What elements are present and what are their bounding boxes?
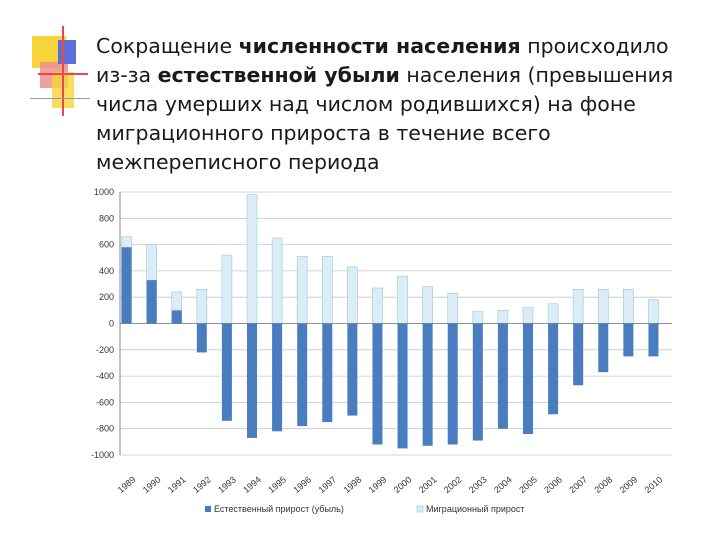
x-tick-label: 1998	[341, 474, 364, 495]
bar-natural	[398, 324, 408, 449]
y-tick-label: 600	[98, 239, 114, 250]
bar-migration	[297, 256, 307, 323]
x-tick-label: 2003	[467, 474, 489, 495]
y-tick-label: 0	[108, 318, 114, 329]
x-tick-label: 1990	[140, 474, 163, 495]
x-tick-label: 2009	[617, 474, 640, 495]
bar-natural	[247, 324, 257, 438]
x-tick-label: 1992	[191, 474, 213, 495]
x-tick-label: 1997	[316, 474, 339, 495]
bar-migration	[473, 312, 483, 324]
x-tick-label: 2005	[517, 474, 539, 495]
bar-migration	[448, 293, 458, 323]
bar-migration	[347, 267, 357, 324]
bar-migration	[372, 288, 382, 324]
legend-label-migration: Миграционный прирост	[426, 504, 525, 514]
bar-natural	[448, 324, 458, 445]
bar-migration	[598, 289, 608, 323]
x-tick-label: 1996	[291, 474, 314, 495]
bar-migration	[322, 256, 332, 323]
bar-migration	[573, 289, 583, 323]
x-tick-label: 1999	[366, 474, 389, 495]
bar-natural	[197, 324, 207, 353]
y-tick-label: 1000	[93, 187, 114, 197]
x-tick-label: 2002	[441, 474, 464, 495]
bar-natural	[297, 324, 307, 427]
x-tick-label: 1994	[241, 474, 263, 495]
bar-natural	[172, 310, 182, 323]
y-tick-label: -600	[95, 397, 114, 408]
bar-natural	[498, 324, 508, 429]
bar-migration	[623, 289, 633, 323]
title-part-2: происходило из-за	[96, 34, 669, 87]
x-tick-label: 2010	[642, 474, 665, 495]
y-tick-label: 200	[98, 292, 114, 303]
bar-natural	[322, 324, 332, 423]
x-tick-label: 1993	[216, 474, 238, 495]
bar-natural	[548, 324, 558, 415]
x-tick-label: 1991	[165, 474, 188, 495]
bar-natural	[372, 324, 382, 445]
bar-migration	[247, 195, 257, 324]
bar-migration	[523, 308, 533, 324]
bar-migration	[272, 238, 282, 323]
bar-migration	[222, 255, 232, 323]
y-tick-label: -400	[95, 371, 114, 382]
x-tick-label: 2008	[592, 474, 615, 495]
bar-natural	[573, 324, 583, 386]
title-bold-2: естественной убыли	[157, 63, 400, 87]
y-tick-label: -1000	[90, 450, 114, 460]
title-bold-1: численности населения	[238, 34, 521, 58]
title-part-1: Сокращение	[96, 34, 239, 58]
y-tick-label: -800	[95, 423, 114, 434]
x-tick-label: 2000	[391, 474, 414, 495]
legend-swatch-migration	[417, 506, 423, 512]
bar-natural	[523, 324, 533, 434]
bar-natural	[272, 324, 282, 432]
x-tick-label: 1989	[115, 474, 138, 495]
y-tick-label: -200	[95, 344, 114, 355]
legend-label-natural: Естественный прирост (убыль)	[214, 504, 344, 514]
legend-swatch-natural	[205, 506, 211, 512]
bar-natural	[122, 247, 132, 323]
bar-migration	[498, 310, 508, 323]
x-tick-label: 2006	[542, 474, 565, 495]
bar-natural	[598, 324, 608, 373]
bar-natural	[347, 324, 357, 416]
y-tick-label: 400	[98, 265, 114, 276]
x-tick-label: 2007	[567, 474, 590, 495]
y-tick-label: 800	[98, 213, 114, 224]
x-tick-label: 1995	[266, 474, 289, 495]
bar-natural	[648, 324, 658, 357]
x-tick-label: 2004	[492, 474, 514, 495]
bar-migration	[548, 304, 558, 324]
bar-natural	[423, 324, 433, 446]
bar-natural	[623, 324, 633, 357]
title-part-3: населения (превышения числа умерших над числом родившихся) на фоне миграционного прироста в течение всего межпереписного периода	[96, 63, 674, 174]
bar-migration	[197, 289, 207, 323]
bar-migration	[398, 276, 408, 323]
bar-natural	[147, 280, 157, 323]
bar-natural	[222, 324, 232, 421]
bar-natural	[473, 324, 483, 441]
bar-migration	[648, 300, 658, 324]
x-tick-label: 2001	[416, 474, 439, 495]
bar-migration	[423, 287, 433, 324]
